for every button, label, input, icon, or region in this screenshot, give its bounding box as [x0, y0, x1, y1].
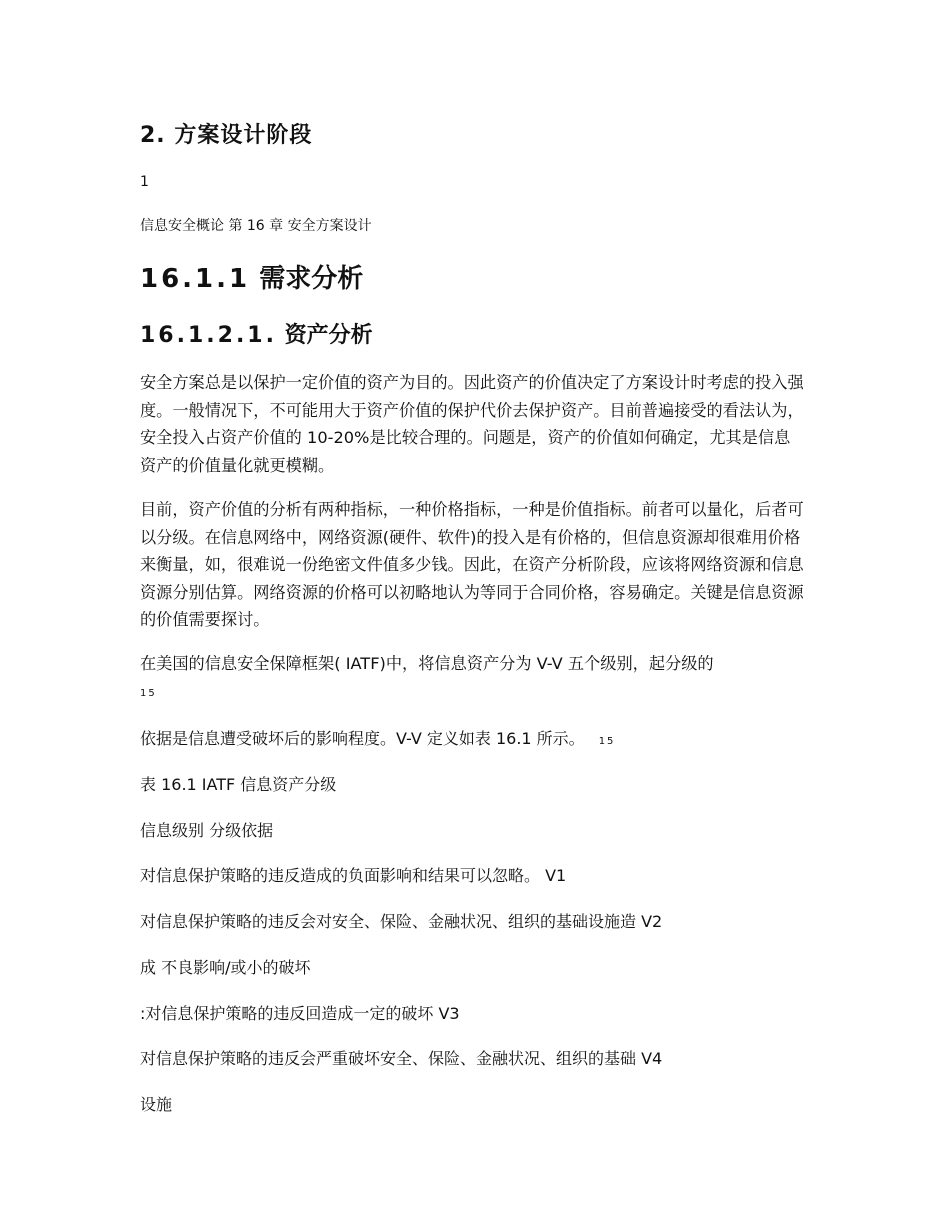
table-row: 对信息保护策略的违反会对安全、保险、金融状况、组织的基础设施造 V2 [140, 912, 663, 931]
heading-number: 16.1.2.1. [140, 323, 277, 348]
paragraph-asset-value: 安全方案总是以保护一定价值的资产为目的。因此资产的价值决定了方案设计时考虑的投入强度。一般情况下，不可能用大于资产价值的保护代价去保护资产。目前普遍接受的看法认为，安全投入占资产价值的 10-20%是比较合理的。问题是，资产的价值如何确定，尤其是信息资产的价值量化就更模糊。 [140, 373, 804, 475]
heading-title: 资产分析 [284, 323, 373, 348]
heading-title: 需求分析 [259, 264, 364, 294]
table-row: 设施 [140, 1095, 173, 1114]
section-heading: 2. 方案设计阶段 [140, 123, 313, 148]
table-row: :对信息保护策略的违反回造成一定的破坏 V3 [140, 1004, 460, 1023]
table-row: 对信息保护策略的违反会严重破坏安全、保险、金融状况、组织的基础 V4 [140, 1049, 663, 1068]
running-header: 信息安全概论 第 16 章 安全方案设计 [140, 218, 372, 234]
table-row: 对信息保护策略的违反造成的负面影响和结果可以忽略。 V1 [140, 866, 567, 885]
table-header: 信息级别 分级依据 [140, 821, 274, 840]
heading-asset-analysis [140, 318, 373, 349]
heading-requirements-analysis [140, 258, 363, 295]
heading-number: 16.1.1 [140, 264, 251, 294]
basis-line [140, 726, 615, 749]
paragraph-iatf: 在美国的信息安全保障框架( IATF)中，将信息资产分为 V-V 五个级别，起分级的 [140, 654, 714, 673]
footnote-marker: 15 [140, 688, 157, 699]
paragraph-value-indicators: 目前，资产价值的分析有两种指标，一种价格指标，一种是价值指标。前者可以量化，后者可以分级。在信息网络中，网络资源(硬件、软件)的投入是有价格的，但信息资源却很难用价格来衡量，如，很难说一份绝密文件值多少钱。因此，在资产分析阶段，应该将网络资源和信息资源分别估算。网络资源的价格可以初略地认为等同于合同价格，容易确定。关键是信息资源的价值需要探讨。 [140, 500, 804, 629]
table-row: 成 不良影响/或小的破坏 [140, 958, 311, 977]
table-caption: 表 16.1 IATF 信息资产分级 [140, 775, 337, 794]
footnote-marker: 15 [598, 736, 616, 747]
basis-text: 依据是信息遭受破坏后的影响程度。V-V 定义如表 16.1 所示。 [140, 729, 585, 748]
page-number: 1 [140, 174, 149, 190]
